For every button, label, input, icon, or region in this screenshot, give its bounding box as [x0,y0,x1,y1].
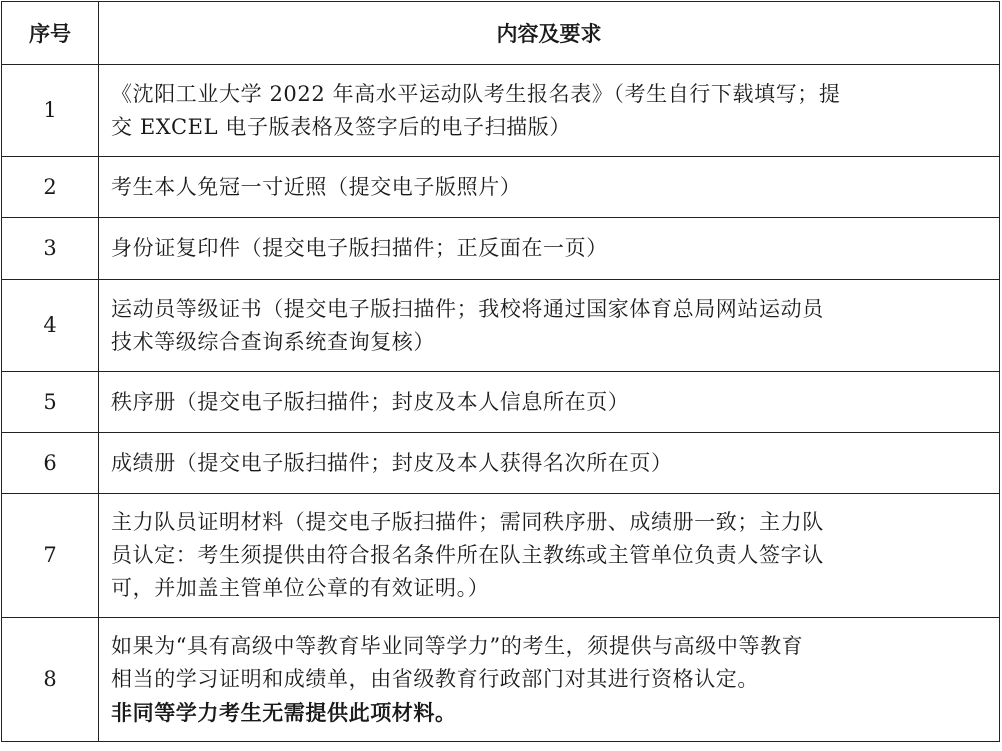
materials-table [1,1,1000,742]
content-line: 考生本人免冠一寸近照（提交电子版照片） [111,174,522,199]
row-content [99,280,1000,372]
row-content [99,218,1000,280]
row-index: 5 [2,372,99,433]
content-line: 可，并加盖主管单位公章的有效证明。） [111,576,490,600]
content-line: 成绩册（提交电子版扫描件；封皮及本人获得名次所在页） [111,450,673,475]
header-index: 序号 [2,2,99,65]
content-line: 运动员等级证书（提交电子版扫描件；我校将通过国家体育总局网站运动员 [111,296,824,321]
table-row [2,65,1000,157]
content-line: 主力队员证明材料（提交电子版扫描件；需同秩序册、成绩册一致；主力队 [111,510,824,534]
table-header-row [2,2,1000,65]
content-line: 《沈阳工业大学 2022 年高水平运动队考生报名表》（考生自行下载填写；提 [111,81,841,106]
content-line: 秩序册（提交电子版扫描件；封皮及本人信息所在页） [111,389,630,414]
table-row [2,494,1000,618]
content-line: 员认定：考生须提供由符合报名条件所在队主教练或主管单位负责人签字认 [111,543,824,567]
row-content [99,65,1000,157]
row-index: 3 [2,218,99,280]
row-content [99,372,1000,433]
content-line: 身份证复印件（提交电子版扫描件；正反面在一页） [111,236,608,260]
row-content [99,157,1000,218]
table-row [2,280,1000,372]
content-line: 交 EXCEL 电子版表格及签字后的电子扫描版） [111,114,572,139]
header-content: 内容及要求 [99,2,1000,65]
content-line: 技术等级综合查询系统查询复核） [111,329,435,354]
note-line: 非同等学力考生无需提供此项材料。 [111,700,457,725]
row-content [99,433,1000,494]
table-row [2,157,1000,218]
table-row [2,372,1000,433]
row-index: 7 [2,494,99,618]
row-index: 1 [2,65,99,157]
content-line: 相当的学习证明和成绩单，由省级教育行政部门对其进行资格认定。 [111,667,759,691]
row-content [99,618,1000,742]
table-row [2,433,1000,494]
row-index: 8 [2,618,99,742]
row-index: 6 [2,433,99,494]
table-row [2,618,1000,742]
row-content [99,494,1000,618]
table-row [2,218,1000,280]
row-index: 2 [2,157,99,218]
row-index: 4 [2,280,99,372]
content-line: 如果为“具有高级中等教育毕业同等学力”的考生，须提供与高级中等教育 [111,634,804,658]
